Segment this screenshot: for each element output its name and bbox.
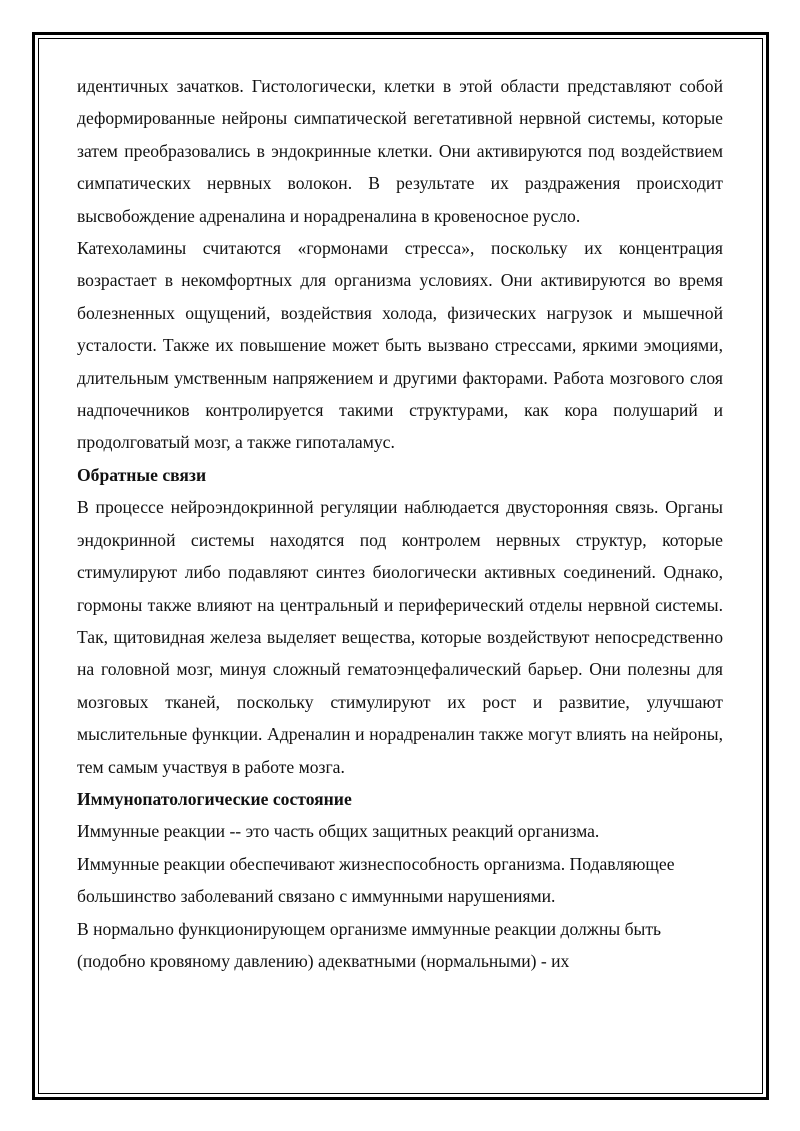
paragraph-immune-reactions-definition: Иммунные реакции -- это часть общих защитных реакций организма.	[77, 821, 600, 842]
heading-immunopathology: Иммунопатологические состояние	[77, 788, 352, 809]
paragraph-adrenal-medulla: идентичных зачатков. Гистологически, клетки в этой области представляют собой деформированные нейроны симпатической вегетативной нервной системы, которые затем преобразовались в эндокринные клетки. Они активируются под воздействием симпатических нервных волокон. В результате их раздражения происходит высвобождение адреналина и норадреналина в кровеносное русло.	[77, 76, 723, 226]
paragraph-catecholamines: Катехоламины считаются «гормонами стресса», поскольку их концентрация возрастает в некомфортных для организма условиях. Они активируются во время болезненных ощущений, воздействия холода, физических нагрузок и мышечной усталости. Также их повышение может быть вызвано стрессами, яркими эмоциями, длительным умственным напряжением и другими факторами. Работа мозгового слоя надпочечников контролируется такими структурами, как кора полушарий и продолговатый мозг, а также гипоталамус.	[77, 238, 723, 453]
heading-feedback: Обратные связи	[77, 464, 207, 485]
paragraph-neuroendocrine-regulation: В процессе нейроэндокринной регуляции наблюдается двусторонняя связь. Органы эндокринной системы находятся под контролем нервных структур, которые стимулируют либо подавляют синтез биологически активных соединений. Однако, гормоны также влияют на центральный и периферический отделы нервной системы. Так, щитовидная железа выделяет вещества, которые воздействуют непосредственно на головной мозг, минуя сложный гематоэнцефалический барьер. Они полезны для мозговых тканей, поскольку стимулируют их рост и развитие, улучшают мыслительные функции. Адреналин и норадреналин также могут влиять на нейроны, тем самым участвуя в работе мозга.	[77, 497, 723, 777]
paragraph-immune-reactions-viability: Иммунные реакции обеспечивают жизнеспособность организма. Подавляющее большинство заболеваний связано с иммунными нарушениями.	[77, 853, 675, 907]
paragraph-immune-reactions-normal: В нормально функционирующем организме иммунные реакции должны быть (подобно кровяному давлению) адекватными (нормальными) - их	[77, 918, 662, 971]
document-body	[77, 70, 723, 977]
